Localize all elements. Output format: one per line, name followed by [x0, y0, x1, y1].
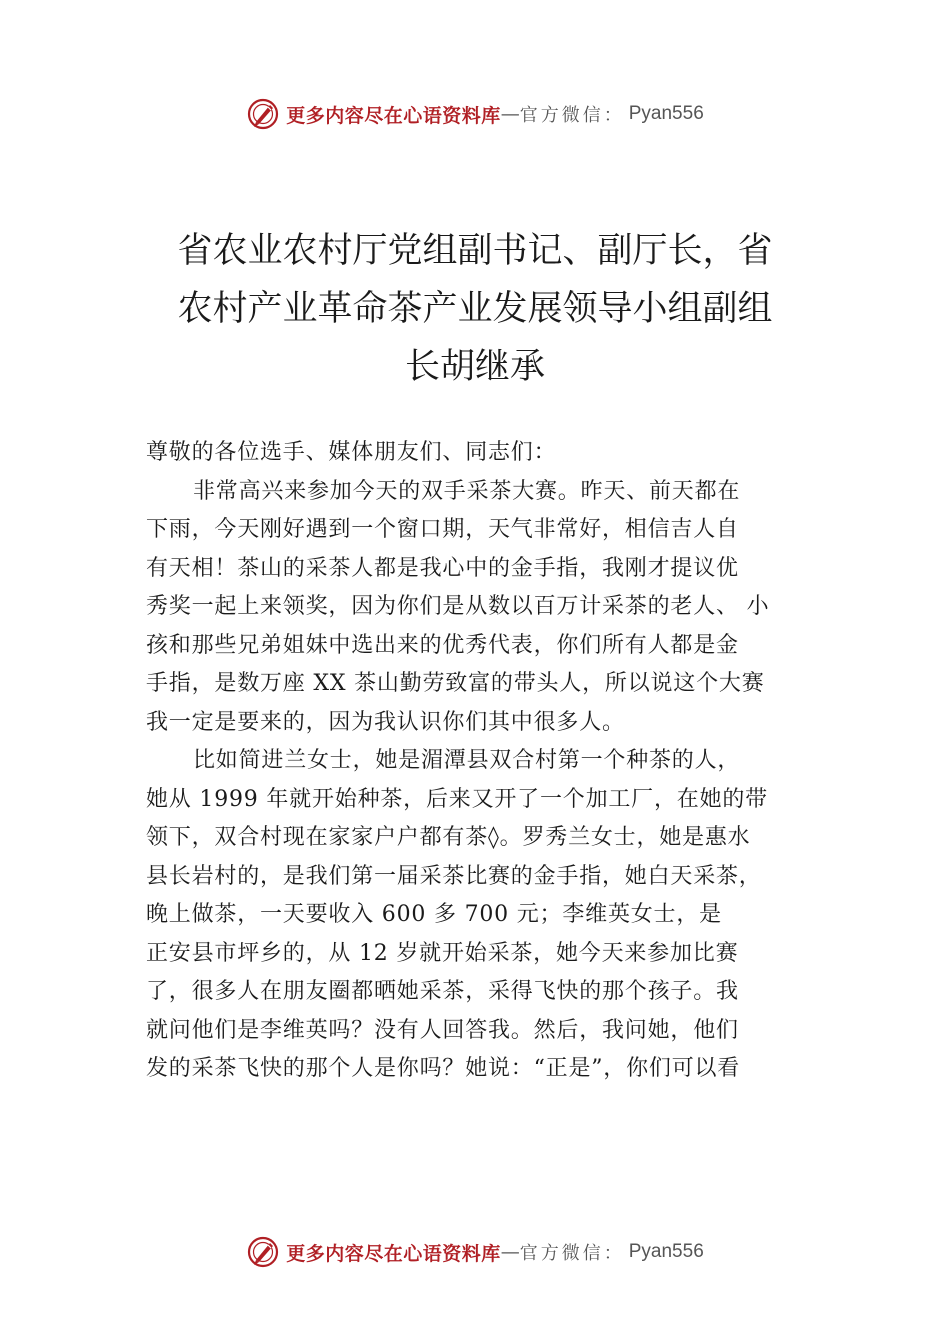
banner-wechat-id: Pyan556 — [628, 1241, 704, 1262]
banner-main-text: 更多内容尽在心语资料库 — [286, 104, 501, 127]
speech-body — [146, 434, 811, 1089]
paragraph-line: 县长岩村的，是我们第一届采茶比赛的金手指，她白天采茶， — [146, 863, 762, 889]
paragraph-line: 手指，是数万座 XX 茶山勤劳致富的带头人，所以说这个大赛 — [146, 671, 765, 696]
paragraph-line: 正安县市坪乡的，从 12 岁就开始采茶，她今天来参加比赛 — [146, 940, 739, 966]
paragraph-line: 下雨，今天刚好遇到一个窗口期，天气非常好，相信吉人自 — [146, 517, 739, 542]
title-line: 长胡继承 — [404, 347, 545, 387]
paragraph-line: 比如简进兰女士，她是湄潭县双合村第一个种茶的人， — [193, 748, 741, 773]
paragraph-line: 有天相！茶山的采茶人都是我心中的金手指，我刚才提议优 — [146, 555, 739, 581]
paragraph-line: 孩和那些兄弟姐妹中选出来的优秀代表，你们所有人都是金 — [146, 632, 739, 658]
paragraph-line: 就问他们是李维英吗？没有人回答我。然后，我问她，他们 — [146, 1017, 739, 1043]
pen-logo-icon — [246, 1235, 280, 1269]
paragraph-line: 我一定是要来的，因为我认识你们其中很多人。 — [146, 709, 625, 735]
paragraph-line: 晚上做茶，一天要收入 600 多 700 元；李维英女士，是 — [146, 902, 722, 927]
document-title — [150, 222, 800, 396]
paragraph-line: 秀奖一起上来领奖，因为你们是从数以百万计采茶的老人、 小 — [146, 594, 770, 619]
footer-banner — [0, 1232, 950, 1272]
banner-separator: — — [500, 1241, 520, 1263]
paragraph-line: 非常高兴来参加今天的双手采茶大赛。昨天、前天都在 — [193, 478, 741, 504]
pen-logo-icon — [246, 97, 280, 131]
header-banner — [0, 94, 950, 134]
title-line: 农村产业革命茶产业发展领导小组副组 — [177, 289, 773, 329]
paragraph-line: 她从 1999 年就开始种茶，后来又开了一个加工厂，在她的带 — [146, 786, 768, 812]
banner-wechat-id: Pyan556 — [628, 103, 704, 124]
banner-separator: — — [500, 103, 520, 125]
banner-main-text: 更多内容尽在心语资料库 — [286, 1242, 501, 1265]
paragraph-line: 发的采茶飞快的那个人是你吗？她说：“正是”，你们可以看 — [146, 1056, 741, 1081]
paragraph-line: 了，很多人在朋友圈都晒她采茶，采得飞快的那个孩子。我 — [146, 979, 739, 1004]
title-line: 省农业农村厅党组副书记、副厅长，省 — [177, 231, 773, 271]
banner-label: 官方微信： — [519, 105, 625, 126]
banner-label: 官方微信： — [519, 1243, 625, 1264]
paragraph-line: 领下，双合村现在家家户户都有茶◊。罗秀兰女士，她是惠水 — [146, 825, 751, 850]
salutation: 尊敬的各位选手、媒体朋友们、同志们： — [146, 440, 557, 465]
